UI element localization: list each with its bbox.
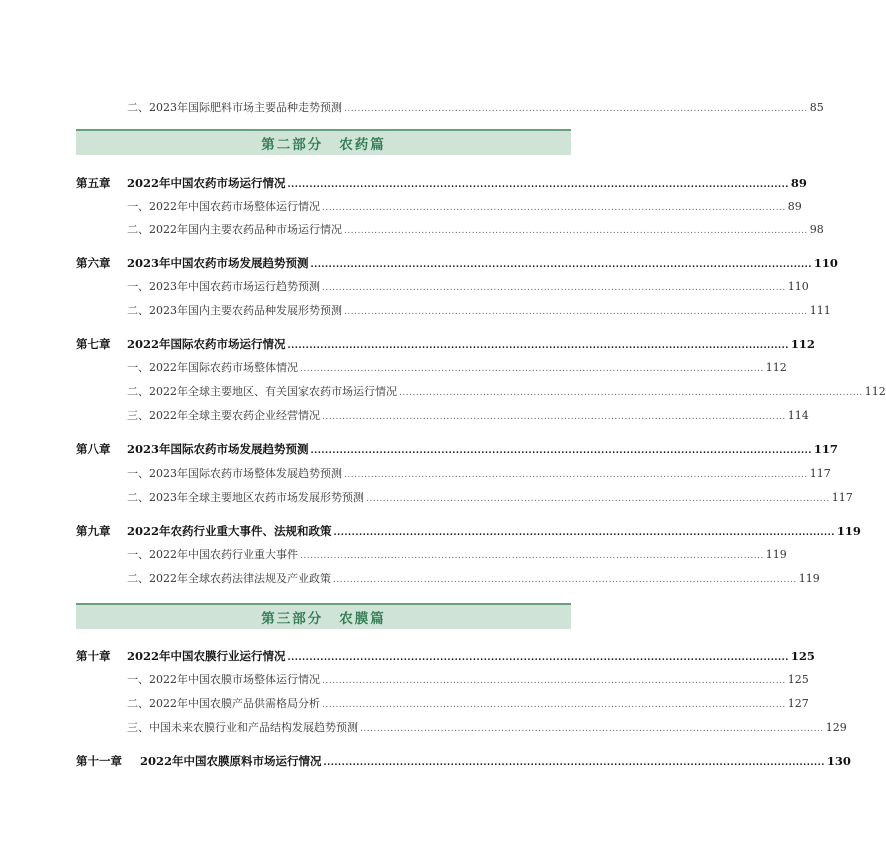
toc-entry-title: 二、2023年国内主要农药品种发展形势预测 [127,304,342,317]
toc-entry[interactable] [127,696,809,712]
leader-dots: .......................................................................................................................................... [344,226,808,236]
part-banner-agri-film [76,603,571,629]
chapter-title: 2022年中国农膜行业运行情况 [127,649,286,663]
toc-entry-page: 85 [809,101,824,114]
toc-entry-page: 111 [809,304,831,317]
chapter-page: 89 [790,176,807,190]
leader-dots: .......................................................................................................................................... [287,341,789,351]
toc-entry-page: 110 [787,280,809,293]
chapter-page: 112 [790,337,815,351]
chapter-page: 119 [836,524,861,538]
chapter-title: 2022年中国农药市场运行情况 [127,176,286,190]
toc-entry[interactable] [127,490,853,506]
toc-entry-title: 二、2022年全球主要地区、有关国家农药市场运行情况 [127,385,397,398]
toc-entry-title: 三、中国未来农膜行业和产品结构发展趋势预测 [127,721,358,734]
toc-chapter-11[interactable] [76,753,851,769]
toc-entry[interactable] [127,672,809,688]
toc-entry-title: 二、2022年中国农膜产品供需格局分析 [127,697,320,710]
leader-dots: .......................................................................................................................................... [322,203,786,213]
part-banner-pesticides [76,129,571,155]
leader-dots: .......................................................................................................................................... [344,470,808,480]
chapter-label: 第八章 [76,442,111,456]
toc-entry-page: 114 [787,409,809,422]
leader-dots: .......................................................................................................................................... [360,724,824,734]
leader-dots: .......................................................................................................................................... [322,412,786,422]
leader-dots: .......................................................................................................................................... [333,575,797,585]
toc-entry-title: 一、2022年中国农药市场整体运行情况 [127,200,320,213]
chapter-label: 第五章 [76,176,111,190]
toc-entry-title: 一、2022年中国农膜市场整体运行情况 [127,673,320,686]
chapter-title: 2022年国际农药市场运行情况 [127,337,286,351]
chapter-title: 2023年中国农药市场发展趋势预测 [127,256,309,270]
chapter-title: 2023年国际农药市场发展趋势预测 [127,442,309,456]
leader-dots: .......................................................................................................................................... [300,364,764,374]
part-name: 农膜篇 [339,611,386,627]
chapter-page: 130 [826,754,851,768]
leader-dots: .......................................................................................................................................... [333,528,835,538]
toc-entry-page: 119 [765,548,787,561]
toc-entry-title: 二、2022年全球农药法律法规及产业政策 [127,572,331,585]
toc-entry[interactable] [127,547,787,563]
leader-dots: .......................................................................................................................................... [366,494,830,504]
toc-entry-page: 112 [765,361,787,374]
chapter-label: 第十章 [76,649,111,663]
chapter-label: 第七章 [76,337,111,351]
chapter-title: 2022年农药行业重大事件、法规和政策 [127,524,332,538]
toc-entry-page: 127 [787,697,809,710]
toc-chapter-6[interactable] [76,255,838,271]
toc-entry[interactable] [127,199,802,215]
chapter-page: 110 [813,256,838,270]
leader-dots: .......................................................................................................................................... [323,758,825,768]
toc-entry[interactable] [127,408,809,424]
toc-entry-page: 98 [809,223,824,236]
toc-entry-page: 112 [864,385,886,398]
toc-chapter-8[interactable] [76,441,838,457]
chapter-label: 第九章 [76,524,111,538]
toc-chapter-10[interactable] [76,648,815,664]
toc-entry[interactable] [127,100,824,116]
toc-chapter-9[interactable] [76,523,861,539]
toc-entry-title: 一、2022年中国农药行业重大事件 [127,548,298,561]
toc-entry-page: 129 [825,721,847,734]
leader-dots: .......................................................................................................................................... [300,551,764,561]
leader-dots: .......................................................................................................................................... [310,446,812,456]
chapter-label: 第十一章 [76,754,122,768]
toc-entry-page: 117 [831,491,853,504]
chapter-page: 117 [813,442,838,456]
toc-entry[interactable] [127,222,824,238]
toc-entry-page: 89 [787,200,802,213]
toc-entry[interactable] [127,303,831,319]
toc-entry-title: 一、2023年国际农药市场整体发展趋势预测 [127,467,342,480]
toc-entry-title: 一、2023年中国农药市场运行趋势预测 [127,280,320,293]
leader-dots: .......................................................................................................................................... [287,180,789,190]
part-name: 农药篇 [339,137,386,153]
toc-entry[interactable] [127,384,886,400]
toc-entry-page: 125 [787,673,809,686]
toc-entry-title: 一、2022年国际农药市场整体情况 [127,361,298,374]
toc-entry-title: 三、2022年全球主要农药企业经营情况 [127,409,320,422]
chapter-page: 125 [790,649,815,663]
toc-entry[interactable] [127,571,820,587]
leader-dots: .......................................................................................................................................... [344,307,808,317]
leader-dots: .......................................................................................................................................... [322,700,786,710]
leader-dots: .......................................................................................................................................... [322,283,786,293]
toc-entry[interactable] [127,360,787,376]
toc-chapter-7[interactable] [76,336,815,352]
leader-dots: .......................................................................................................................................... [344,104,808,114]
toc-chapter-5[interactable] [76,175,807,191]
chapter-label: 第六章 [76,256,111,270]
part-label: 第二部分 [261,137,324,153]
toc-entry[interactable] [127,720,847,736]
leader-dots: .......................................................................................................................................... [322,676,786,686]
toc-entry[interactable] [127,466,831,482]
leader-dots: .......................................................................................................................................... [399,388,863,398]
toc-entry-page: 119 [798,572,820,585]
chapter-title: 2022年中国农膜原料市场运行情况 [140,754,322,768]
toc-entry-page: 117 [809,467,831,480]
leader-dots: .......................................................................................................................................... [287,653,789,663]
toc-entry-title: 二、2023年全球主要地区农药市场发展形势预测 [127,491,364,504]
toc-entry[interactable] [127,279,809,295]
leader-dots: .......................................................................................................................................... [310,260,812,270]
part-label: 第三部分 [261,611,324,627]
toc-entry-title: 二、2023年国际肥料市场主要品种走势预测 [127,101,342,114]
toc-entry-title: 二、2022年国内主要农药品种市场运行情况 [127,223,342,236]
